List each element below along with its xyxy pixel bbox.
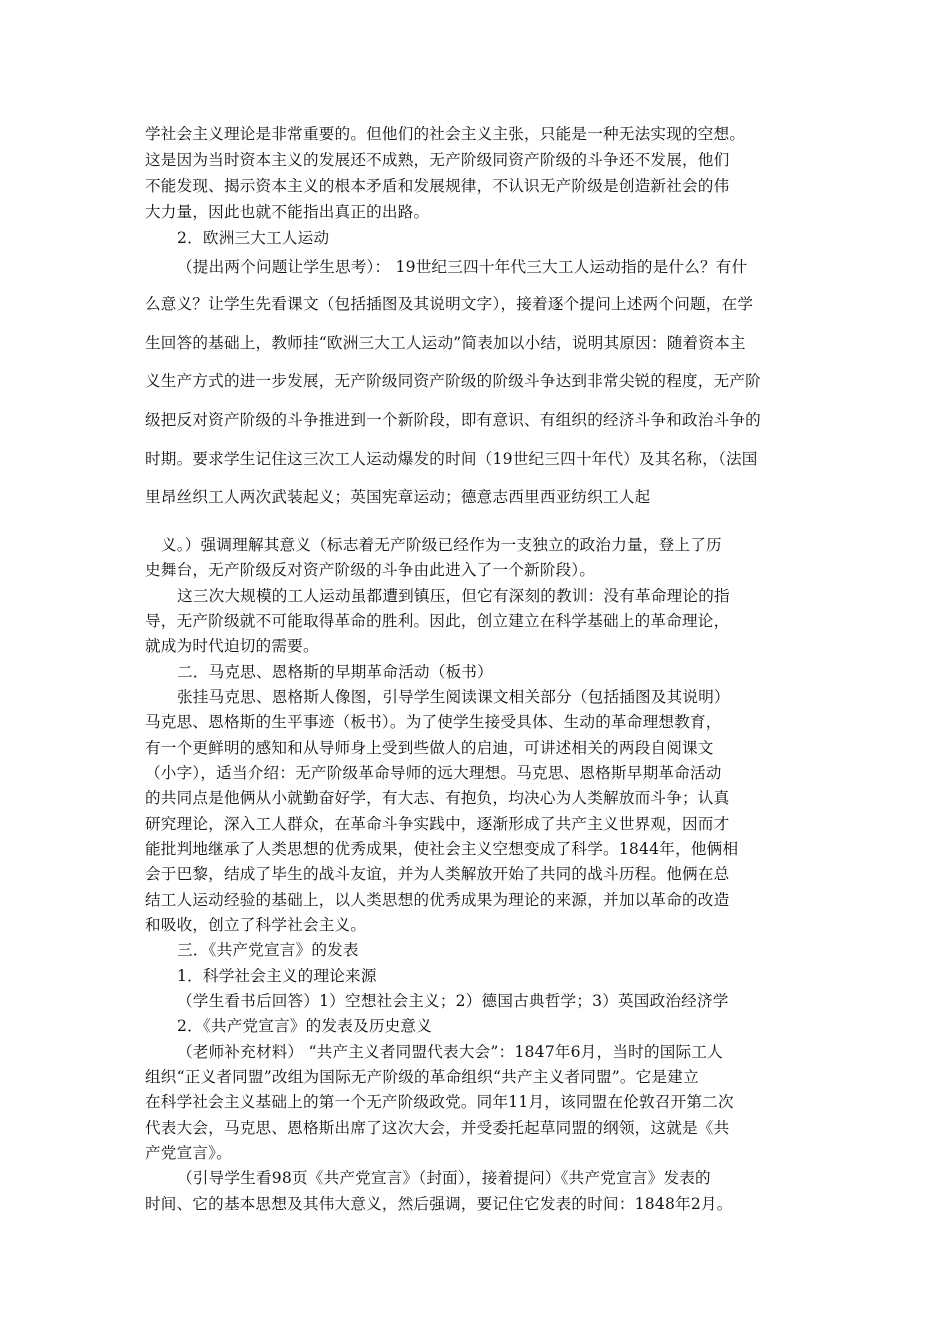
text-line: 时期。要求学生记住这三次工人运动爆发的时间（19世纪三四十年代）及其名称，（法国 — [145, 450, 758, 468]
text-line: 和吸收，创立了科学社会主义。 — [145, 916, 367, 934]
text-line: 里昂丝织工人两次武装起义；英国宪章运动；德意志西里西亚纺织工人起 — [145, 488, 651, 506]
text-line: （提出两个问题让学生思考）： 19世纪三四十年代三大工人运动指的是什么？有什 — [177, 258, 748, 276]
section-subheading: 2．《共产党宣言》的发表及历史意义 — [177, 1017, 433, 1035]
text-line: 的共同点是他俩从小就勤奋好学，有大志、有抱负，均决心为人类解放而斗争；认真 — [145, 789, 730, 807]
text-line: 义生产方式的进一步发展，无产阶级同资产阶级的阶级斗争达到非常尖锐的程度，无产阶 — [145, 372, 761, 390]
text-line: （学生看书后回答）1）空想社会主义；2）德国古典哲学；3）英国政治经济学 — [177, 992, 729, 1010]
text-line: 么意义？让学生先看课文（包括插图及其说明文字），接着逐个提问上述两个问题，在学 — [145, 295, 754, 313]
text-line: （引导学生看98页《共产党宣言》（封面），接着提问）《共产党宣言》发表的 — [177, 1169, 711, 1187]
text-line: 产党宣言》。 — [145, 1144, 232, 1162]
text-line: 研究理论，深入工人群众，在革命斗争实践中，逐渐形成了共产主义世界观，因而才 — [145, 815, 730, 833]
text-line: 导，无产阶级就不可能取得革命的胜利。因此，创立建立在科学基础上的革命理论， — [145, 612, 730, 630]
section-heading: 二．马克思、恩格斯的早期革命活动（板书） — [177, 663, 493, 681]
text-line: 能批判地继承了人类思想的优秀成果，使社会主义空想变成了科学。1844年，他俩相 — [145, 840, 739, 858]
section-subheading: 1．科学社会主义的理论来源 — [177, 967, 377, 985]
text-line: （小字），适当介绍：无产阶级革命导师的远大理想。马克思、恩格斯早期革命活动 — [145, 764, 722, 782]
text-line: 组织“正义者同盟”改组为国际无产阶级的革命组织“共产主义者同盟”。它是建立 — [145, 1068, 699, 1086]
text-line: 学社会主义理论是非常重要的。但他们的社会主义主张，只能是一种无法实现的空想。 — [145, 125, 746, 143]
section-heading: 三．《共产党宣言》的发表 — [177, 941, 359, 959]
text-line: 时间、它的基本思想及其伟大意义，然后强调，要记住它发表的时间：1848年2月。 — [145, 1195, 733, 1213]
section-subheading: 2．欧洲三大工人运动 — [177, 229, 330, 247]
text-line: 大力量，因此也就不能指出真正的出路。 — [145, 203, 430, 221]
text-line: 有一个更鲜明的感知和从导师身上受到些做人的启迪，可讲述相关的两段自阅课文 — [145, 739, 714, 757]
text-line: 就成为时代迫切的需要。 — [145, 637, 319, 655]
text-line: 史舞台，无产阶级反对资产阶级的斗争由此进入了一个新阶段）。 — [145, 561, 596, 579]
text-line: 不能发现、揭示资本主义的根本矛盾和发展规律，不认识无产阶级是创造新社会的伟 — [145, 177, 730, 195]
text-line: 级把反对资产阶级的斗争推进到一个新阶段，即有意识、有组织的经济斗争和政治斗争的 — [145, 411, 761, 429]
text-line: 代表大会，马克思、恩格斯出席了这次大会，并受委托起草同盟的纲领，这就是《共 — [145, 1119, 730, 1137]
text-line: （老师补充材料） “共产主义者同盟代表大会”：1847年6月，当时的国际工人 — [177, 1043, 723, 1061]
text-line: 这是因为当时资本主义的发展还不成熟，无产阶级同资产阶级的斗争还不发展，他们 — [145, 151, 730, 169]
text-line: 张挂马克思、恩格斯人像图，引导学生阅读课文相关部分（包括插图及其说明） — [177, 688, 730, 706]
text-line: 义。）强调理解其意义（标志着无产阶级已经作为一支独立的政治力量，登上了历 — [161, 536, 722, 554]
text-line: 在科学社会主义基础上的第一个无产阶级政党。同年11月，该同盟在伦敦召开第二次 — [145, 1093, 734, 1111]
text-line: 这三次大规模的工人运动虽都遭到镇压，但它有深刻的教训：没有革命理论的指 — [177, 587, 730, 605]
text-line: 生回答的基础上，教师挂“欧洲三大工人运动”简表加以小结，说明其原因：随着资本主 — [145, 334, 746, 352]
text-line: 结工人运动经验的基础上，以人类思想的优秀成果为理论的来源，并加以革命的改造 — [145, 891, 730, 909]
text-line: 会于巴黎，结成了毕生的战斗友谊，并为人类解放开始了共同的战斗历程。他俩在总 — [145, 865, 730, 883]
text-line: 马克思、恩格斯的生平事迹（板书）。为了使学生接受具体、生动的革命理想教育， — [145, 713, 722, 731]
